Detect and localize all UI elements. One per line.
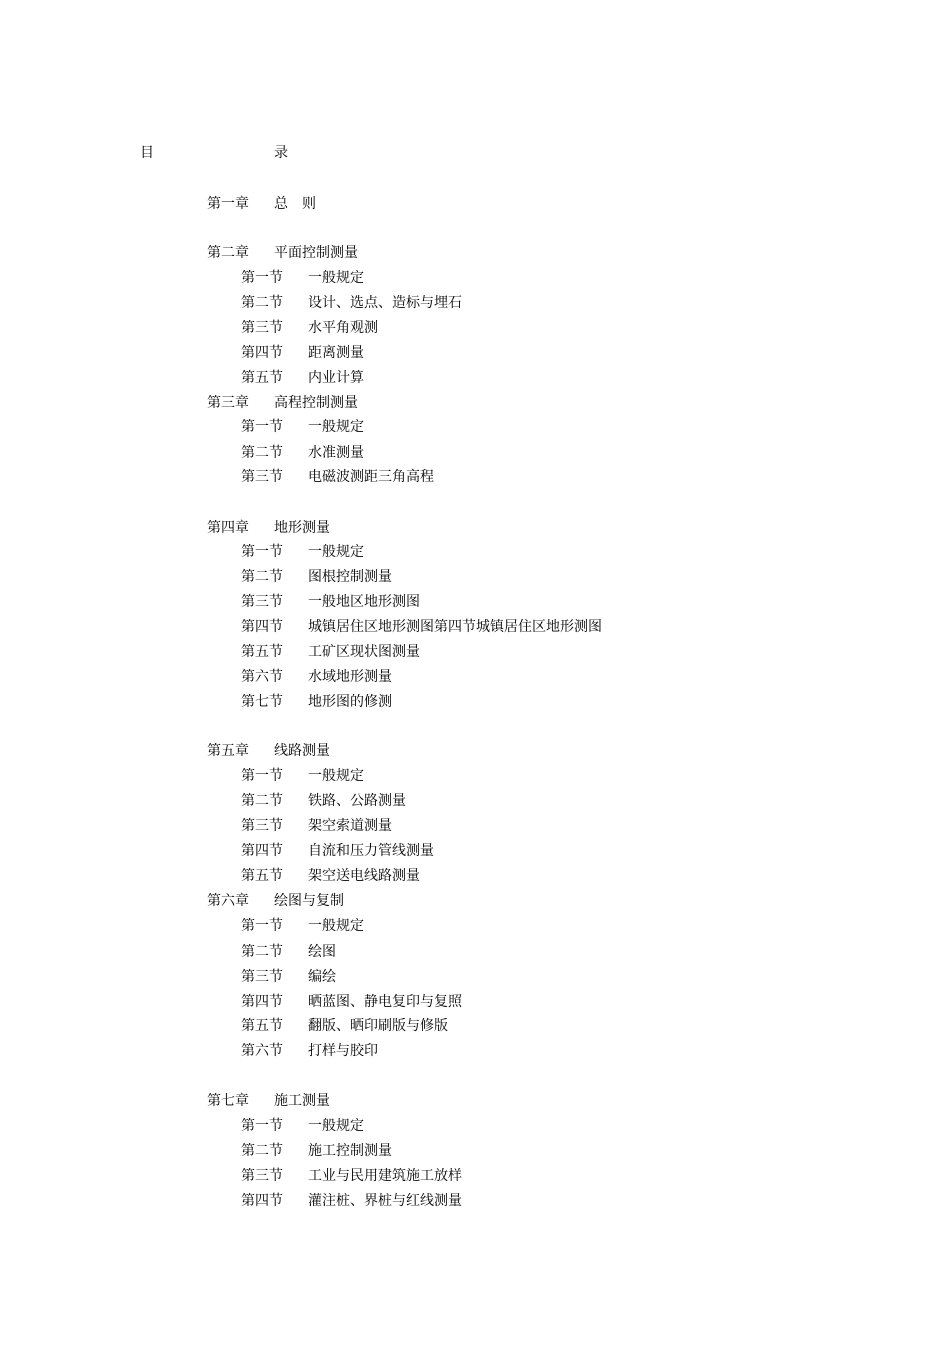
chapter-number: 第七章 — [207, 1093, 249, 1109]
section-title: 距离测量 — [308, 345, 364, 361]
chapter-number: 第四章 — [207, 520, 249, 536]
section-title: 地形图的修测 — [308, 694, 392, 710]
section-number: 第四节 — [241, 994, 283, 1010]
section-title: 一般规定 — [308, 270, 364, 286]
section-number: 第一节 — [241, 918, 283, 934]
section-title: 图根控制测量 — [308, 569, 392, 585]
section-title: 架空索道测量 — [308, 818, 392, 834]
section-number: 第一节 — [241, 270, 283, 286]
chapter-number: 第二章 — [207, 245, 249, 261]
section-title: 工业与民用建筑施工放样 — [308, 1168, 462, 1184]
section-title: 架空送电线路测量 — [308, 868, 420, 884]
section-number: 第四节 — [241, 843, 283, 859]
section-number: 第一节 — [241, 768, 283, 784]
section-number: 第三节 — [241, 1168, 283, 1184]
section-number: 第二节 — [241, 793, 283, 809]
chapter-number: 第三章 — [207, 395, 249, 411]
section-number: 第五节 — [241, 644, 283, 660]
section-number: 第五节 — [241, 1018, 283, 1034]
chapter-title: 平面控制测量 — [274, 245, 358, 261]
section-number: 第二节 — [241, 569, 283, 585]
section-title: 城镇居住区地形测图第四节城镇居住区地形测图 — [308, 619, 602, 635]
section-title: 电磁波测距三角高程 — [308, 469, 434, 485]
title-char-1: 目 — [140, 145, 154, 161]
section-number: 第七节 — [241, 694, 283, 710]
section-title: 铁路、公路测量 — [308, 793, 406, 809]
section-title: 内业计算 — [308, 370, 364, 386]
section-number: 第六节 — [241, 669, 283, 685]
chapter-title: 线路测量 — [274, 743, 330, 759]
page-title — [140, 143, 300, 163]
section-number: 第三节 — [241, 469, 283, 485]
chapter-number: 第一章 — [207, 196, 249, 212]
section-title: 设计、选点、造标与埋石 — [308, 295, 462, 311]
section-number: 第二节 — [241, 445, 283, 461]
section-title: 翻版、晒印刷版与修版 — [308, 1018, 448, 1034]
section-number: 第四节 — [241, 345, 283, 361]
section-title: 一般规定 — [308, 419, 364, 435]
section-number: 第三节 — [241, 594, 283, 610]
chapter-number: 第六章 — [207, 893, 249, 909]
section-number: 第二节 — [241, 944, 283, 960]
section-title: 水准测量 — [308, 445, 364, 461]
section-title: 一般地区地形测图 — [308, 594, 420, 610]
title-char-2: 录 — [274, 145, 288, 161]
section-number: 第六节 — [241, 1043, 283, 1059]
section-title: 一般规定 — [308, 768, 364, 784]
section-number: 第五节 — [241, 868, 283, 884]
section-number: 第三节 — [241, 969, 283, 985]
section-title: 一般规定 — [308, 544, 364, 560]
section-title: 打样与胶印 — [308, 1043, 378, 1059]
section-number: 第四节 — [241, 619, 283, 635]
section-title: 水域地形测量 — [308, 669, 392, 685]
section-number: 第一节 — [241, 419, 283, 435]
section-title: 一般规定 — [308, 918, 364, 934]
section-number: 第一节 — [241, 544, 283, 560]
section-number: 第三节 — [241, 320, 283, 336]
section-number: 第一节 — [241, 1118, 283, 1134]
section-title: 晒蓝图、静电复印与复照 — [308, 994, 462, 1010]
chapter-title: 高程控制测量 — [274, 395, 358, 411]
chapter-number: 第五章 — [207, 743, 249, 759]
section-number: 第三节 — [241, 818, 283, 834]
section-title: 工矿区现状图测量 — [308, 644, 420, 660]
chapter-title: 总 则 — [274, 196, 316, 212]
section-title: 自流和压力管线测量 — [308, 843, 434, 859]
section-number: 第四节 — [241, 1193, 283, 1209]
chapter-title: 绘图与复制 — [274, 893, 344, 909]
section-title: 灌注桩、界桩与红线测量 — [308, 1193, 462, 1209]
section-title: 施工控制测量 — [308, 1143, 392, 1159]
chapter-title: 地形测量 — [274, 520, 330, 536]
section-number: 第二节 — [241, 1143, 283, 1159]
section-number: 第二节 — [241, 295, 283, 311]
section-title: 水平角观测 — [308, 320, 378, 336]
chapter-title: 施工测量 — [274, 1093, 330, 1109]
section-number: 第五节 — [241, 370, 283, 386]
section-title: 一般规定 — [308, 1118, 364, 1134]
section-title: 编绘 — [308, 969, 336, 985]
section-title: 绘图 — [308, 944, 336, 960]
